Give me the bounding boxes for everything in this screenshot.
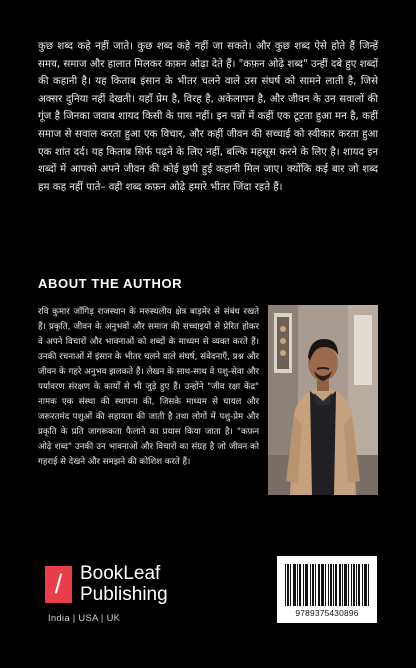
isbn-barcode — [277, 556, 377, 623]
about-author-heading: ABOUT THE AUTHOR — [38, 276, 183, 291]
back-cover-blurb — [38, 38, 378, 196]
barcode-bar — [368, 564, 369, 606]
author-photo-illustration — [268, 305, 378, 495]
publisher-name — [80, 563, 168, 605]
publisher-logo-icon — [45, 566, 72, 603]
author-bio: रवि कुमार जाँगिड़ राजस्थान के मरुस्थलीय क्षेत्र बाड़मेर से संबंध रखते हैं। प्रकृति, जीवन के अनुभवों और समाज की सच्चाइयों से प्रेरित होकर वे अपने विचारों और भावनाओं को शब्दों के माध्यम से व्यक्त करते हैं। उनकी रचनाओं में इंसान के भीतर चलने वाले संघर्ष, संवेदनाएँ, प्रश्न और जीवन के गहरे अनुभव झलकते हैं। लेखन के साथ-साथ वे पशु-सेवा और पर्यावरण संरक्षण के कार्यों से भी जुड़े हुए हैं। उन्होंने "जीव रक्षा केंद्र" नामक एक संस्था की स्थापना की, जिसके माध्यम से घायल और जरूरतमंद पशुओं की सहायता की जाती है तथा लोगों में पशु-प्रेम और प्रकृति के प्रति जागरूकता फैलाने का प्रयास किया जाता है। "कफ़न ओढ़े शब्द" उनकी उन भावनाओं और विचारों का संग्रह है जो जीवन को गहराई से देखने और समझने की कोशिश करते हैं। — [38, 307, 259, 468]
publisher-name-line1: BookLeaf — [80, 563, 161, 584]
publisher-logo-slash: / — [54, 569, 63, 599]
publisher-regions: India | USA | UK — [48, 612, 121, 623]
barcode-icon — [285, 564, 369, 606]
blurb-text: कुछ शब्द कहे नहीं जाते। कुछ शब्द कहे नहीं जा सकते। और कुछ शब्द ऐसे होते हैं जिन्हें समय, समाज और हालात मिलकर कफ़न ओढ़ा देते हैं। "कफ़न ओढ़े शब्द" उन्हीं दबे हुए शब्दों की कहानी है। यह किताब इंसान के भीतर चलने वाले उस संघर्ष को सामने लाती है, जिसे अक्सर दुनिया नहीं देखती। यहाँ प्रेम है, विरह है, अकेलापन है, और जीवन के उन सवालों की गूंज है जिनका जवाब शायद किसी के पास नहीं। इन पन्नों में कहीं एक टूटता हुआ मन है, कहीं समाज से सवाल करता हुआ एक विचार, और कहीं जीवन की सच्चाई को स्वीकार करता हुआ एक शांत दर्द। यह किताब सिर्फ पढ़ने के लिए नहीं, बल्कि महसूस करने के लिए है। शायद इन शब्दों में आपको अपने जीवन की कोई छुपी हुई कहानी मिल जाए। क्योंकि कई बार जो शब्द हम कह नहीं पाते– वही शब्द कफ़न ओढ़े हमारे भीतर जिंदा रहते हैं। — [38, 41, 379, 193]
author-photo — [268, 305, 378, 495]
isbn-number: 9789375430896 — [295, 608, 359, 618]
publisher-name-line2: Publishing — [80, 584, 168, 605]
